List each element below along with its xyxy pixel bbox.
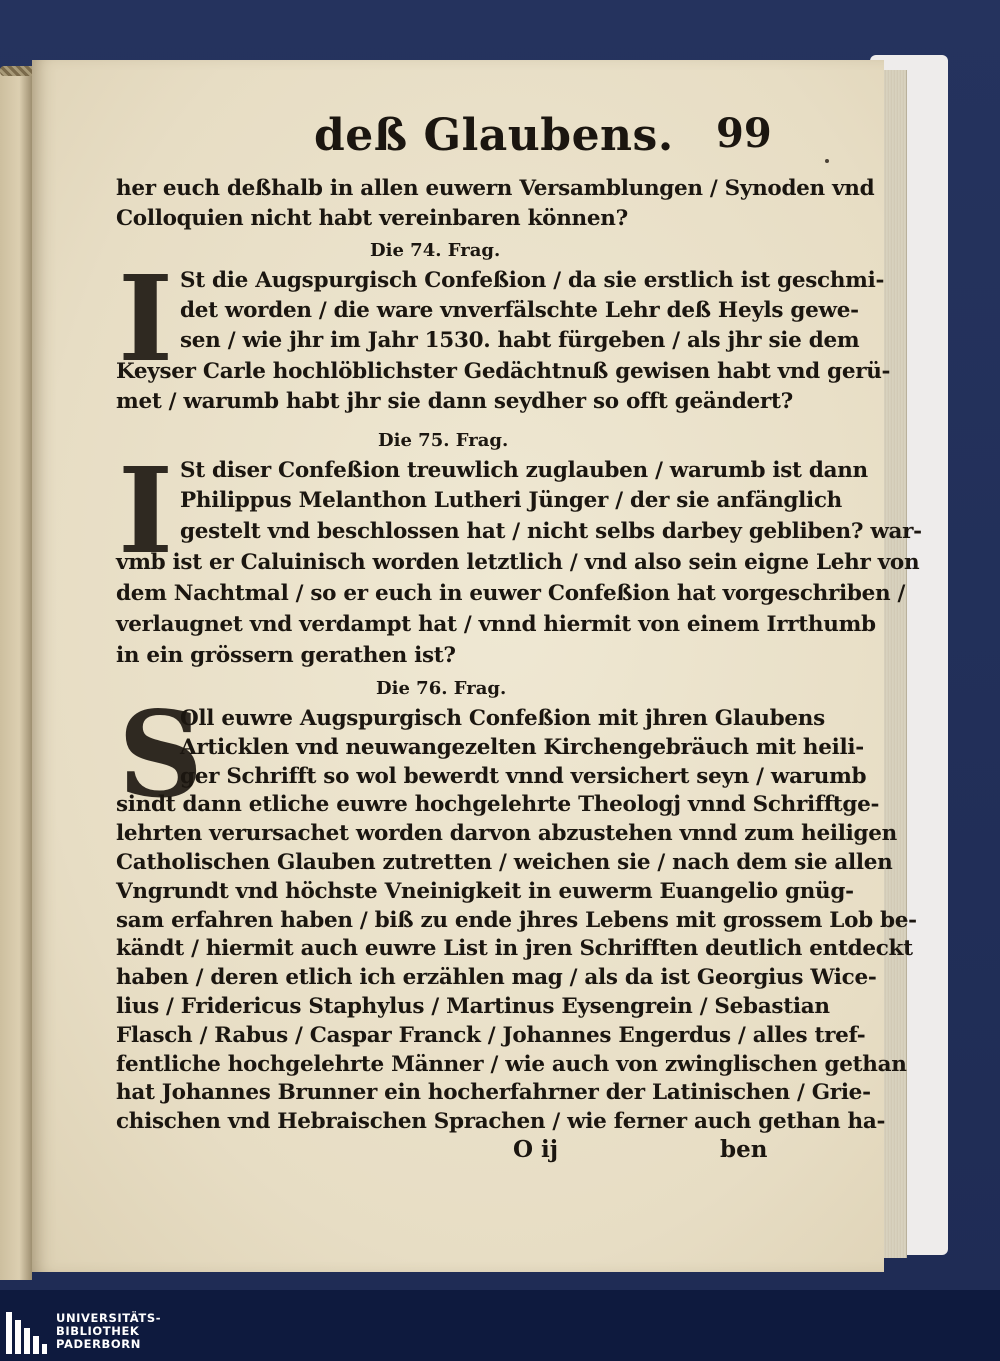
text-line: Keyser Carle hochlöblichster Gedächtnuß gewisen habt vnd gerü- <box>116 359 891 384</box>
text-line: Flasch / Rabus / Caspar Franck / Johannes Engerdus / alles tref- <box>116 1022 866 1048</box>
text-line: sen / wie jhr im Jahr 1530. habt fürgeben / als jhr sie dem <box>180 328 860 353</box>
running-title: deß Glaubens. <box>314 110 674 161</box>
text-line: lehrten verursachet worden darvon abzustehen vnnd zum heiligen <box>116 821 897 847</box>
logo-line: BIBLIOTHEK <box>56 1324 140 1338</box>
paper-speck <box>825 159 829 163</box>
library-logo-text <box>56 1312 161 1351</box>
library-mark-icon <box>4 1310 48 1356</box>
book-page <box>32 60 922 1272</box>
text-line: Philippus Melanthon Lutheri Jünger / der sie anfänglich <box>180 488 843 513</box>
question-heading: Die 74. Frag. <box>370 240 501 261</box>
text-line: lius / Fridericus Staphylus / Martinus Eysengrein / Sebastian <box>116 994 830 1019</box>
text-line: Oll euwre Augspurgisch Confeßion mit jhren Glaubens <box>180 706 825 731</box>
question-heading: Die 76. Frag. <box>376 678 507 699</box>
signature-mark: O ij <box>513 1136 559 1163</box>
text-line: St diser Confeßion treuwlich zuglauben / warumb ist dann <box>180 458 868 483</box>
question-heading: Die 75. Frag. <box>378 430 509 451</box>
text-line: hat Johannes Brunner ein hocherfahrner der Latinischen / Grie- <box>116 1080 871 1106</box>
text-line: chischen vnd Hebraischen Sprachen / wie ferner auch gethan ha- <box>116 1109 886 1135</box>
text-line: ger Schrifft so wol bewerdt vnnd versichert seyn / warumb <box>180 763 867 789</box>
text-line: sindt dann etliche euwre hochgelehrte Theologj vnnd Schrifftge- <box>116 792 880 818</box>
decorated-initial: I <box>118 441 174 580</box>
text-line: haben / deren etlich ich erzählen mag / als da ist Georgius Wice- <box>116 965 877 991</box>
text-line: det worden / die ware vnverfälschte Lehr deß Heyls gewe- <box>180 298 859 323</box>
text-line: Catholischen Glauben zutretten / weichen sie / nach dem sie allen <box>116 850 893 875</box>
text-line: vmb ist er Caluinisch worden letztlich / vnd also sein eigne Lehr von <box>116 550 920 575</box>
text-line: met / warumb habt jhr sie dann seydher so offt geändert? <box>116 389 793 414</box>
text-line: Vngrundt vnd höchste Vneinigkeit in euwerm Euangelio gnüg- <box>116 878 854 904</box>
text-line: in ein grössern gerathen ist? <box>116 643 456 668</box>
catchword: ben <box>720 1136 768 1163</box>
text-line: St die Augspurgisch Confeßion / da sie erstlich ist geschmi- <box>180 268 885 293</box>
text-line: sam erfahren haben / biß zu ende jhres Lebens mit grossem Lob be- <box>116 907 917 933</box>
decorated-initial: S <box>118 685 204 824</box>
logo-line: PADERBORN <box>56 1337 141 1351</box>
text-line: Articklen vnd neuwangezelten Kirchengebräuch mit heili- <box>180 734 864 760</box>
left-page-gutter <box>0 70 32 1280</box>
logo-line: UNIVERSITÄTS- <box>56 1311 162 1325</box>
text-line: gestelt vnd beschlossen hat / nicht selbs darbey gebliben? war- <box>180 519 922 544</box>
text-line: Colloquien nicht habt vereinbaren können? <box>116 206 628 231</box>
decorated-initial: I <box>118 249 174 388</box>
text-line: dem Nachtmal / so er euch in euwer Confeßion hat vorgeschriben / <box>116 581 906 606</box>
text-line: kändt / hiermit auch euwre List in jren Schrifften deutlich entdeckt <box>116 936 913 962</box>
page-number: 99 <box>716 110 772 157</box>
text-line: her euch deßhalb in allen euwern Versamblungen / Synoden vnd <box>116 176 875 201</box>
text-line: verlaugnet vnd verdampt hat / vnnd hiermit von einem Irrthumb <box>116 612 876 637</box>
text-line: fentliche hochgelehrte Männer / wie auch von zwinglischen gethan <box>116 1051 907 1077</box>
